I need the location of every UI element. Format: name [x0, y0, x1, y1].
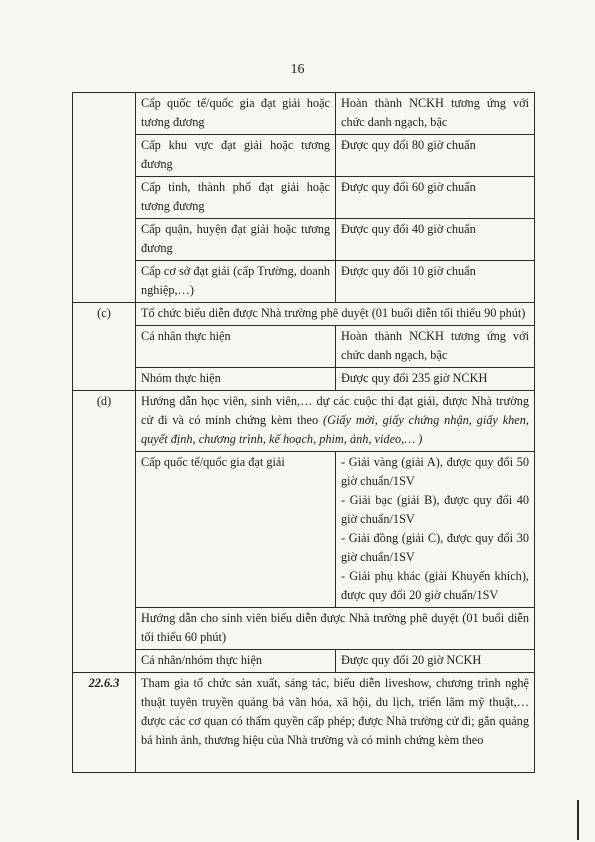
page-number: 16: [290, 62, 305, 77]
row-label: Cấp quốc tế/quốc gia đạt giải: [136, 452, 336, 608]
code-cell-empty: [73, 93, 136, 303]
section-text-normal: Hướng dẫn học viên, sinh viên,… dự các cuộc thi đạt giải, được Nhà trường cử đi và có minh chứng kèm theo: [141, 394, 529, 427]
section-header-row: [73, 303, 535, 326]
section-code: (d): [73, 391, 136, 673]
row-label: Cấp quận, huyện đạt giải hoặc tương đương: [136, 219, 336, 261]
row-value: Được quy đổi 235 giờ NCKH: [336, 368, 535, 391]
table-row: [73, 219, 535, 261]
table-row: [73, 261, 535, 303]
row-label: Cấp tỉnh, thành phố đạt giải hoặc tương đương: [136, 177, 336, 219]
section-code: (c): [73, 303, 136, 391]
section-text: Tham gia tổ chức sản xuất, sáng tác, biểu diễn liveshow, chương trình nghệ thuật tuyên truyền quảng bá văn hóa, xã hội, du lịch, triển lãm mỹ thuật,… được các cơ quan có thẩm quyền cấp phép; được Nhà trường cử đi; gắn quảng bá hình ảnh, thương hiệu của Nhà trường và có minh chứng kèm theo: [136, 673, 535, 773]
award-item: - Giải bạc (giải B), được quy đổi 40 giờ chuẩn/1SV: [341, 493, 529, 526]
section-code: 22.6.3: [73, 673, 136, 773]
award-item: - Giải đồng (giải C), được quy đổi 30 giờ chuẩn/1SV: [341, 531, 529, 564]
section-header-row: [73, 673, 535, 773]
table-row: [73, 93, 535, 135]
awards-cell: [336, 452, 535, 608]
row-value: Được quy đổi 20 giờ NCKH: [336, 650, 535, 673]
row-label: Cá nhân thực hiện: [136, 326, 336, 368]
section-text-italic: (Giấy mời, giấy chứng nhận, giấy khen, quyết định, chương trình, kế hoạch, phim, ảnh, video,… ): [141, 413, 529, 446]
section-text: Tổ chức biểu diễn được Nhà trường phê duyệt (01 buổi diễn tối thiểu 90 phút): [136, 303, 535, 326]
row-label: Cấp quốc tế/quốc gia đạt giải hoặc tương đương: [136, 93, 336, 135]
regulation-table: [72, 92, 535, 773]
table-row: [73, 177, 535, 219]
row-value: Được quy đổi 40 giờ chuẩn: [336, 219, 535, 261]
award-item: - Giải phụ khác (giải Khuyến khích), được quy đổi 20 giờ chuẩn/1SV: [341, 569, 529, 602]
row-label: Cấp khu vực đạt giải hoặc tương đương: [136, 135, 336, 177]
table-row: [73, 326, 535, 368]
guide-text: Hướng dẫn cho sinh viên biểu diễn được Nhà trường phê duyệt (01 buổi diễn tối thiểu 60 phút): [136, 608, 535, 650]
section-header-row: [73, 391, 535, 452]
row-value: Hoàn thành NCKH tương ứng với chức danh ngạch, bậc: [336, 93, 535, 135]
row-value: Được quy đổi 80 giờ chuẩn: [336, 135, 535, 177]
table-row: [73, 650, 535, 673]
row-label: Cấp cơ sở đạt giải (cấp Trường, doanh nghiệp,…): [136, 261, 336, 303]
page-edge-mark: [577, 800, 579, 840]
row-label: Cá nhân/nhóm thực hiện: [136, 650, 336, 673]
section-text: [136, 391, 535, 452]
row-label: Nhóm thực hiện: [136, 368, 336, 391]
row-value: Được quy đổi 10 giờ chuẩn: [336, 261, 535, 303]
table-row: [73, 368, 535, 391]
table-row: [73, 452, 535, 608]
row-value: Được quy đổi 60 giờ chuẩn: [336, 177, 535, 219]
table-row: [73, 135, 535, 177]
table-row: [73, 608, 535, 650]
row-value: Hoàn thành NCKH tương ứng với chức danh ngạch, bậc: [336, 326, 535, 368]
award-item: - Giải vàng (giải A), được quy đổi 50 giờ chuẩn/1SV: [341, 455, 529, 488]
